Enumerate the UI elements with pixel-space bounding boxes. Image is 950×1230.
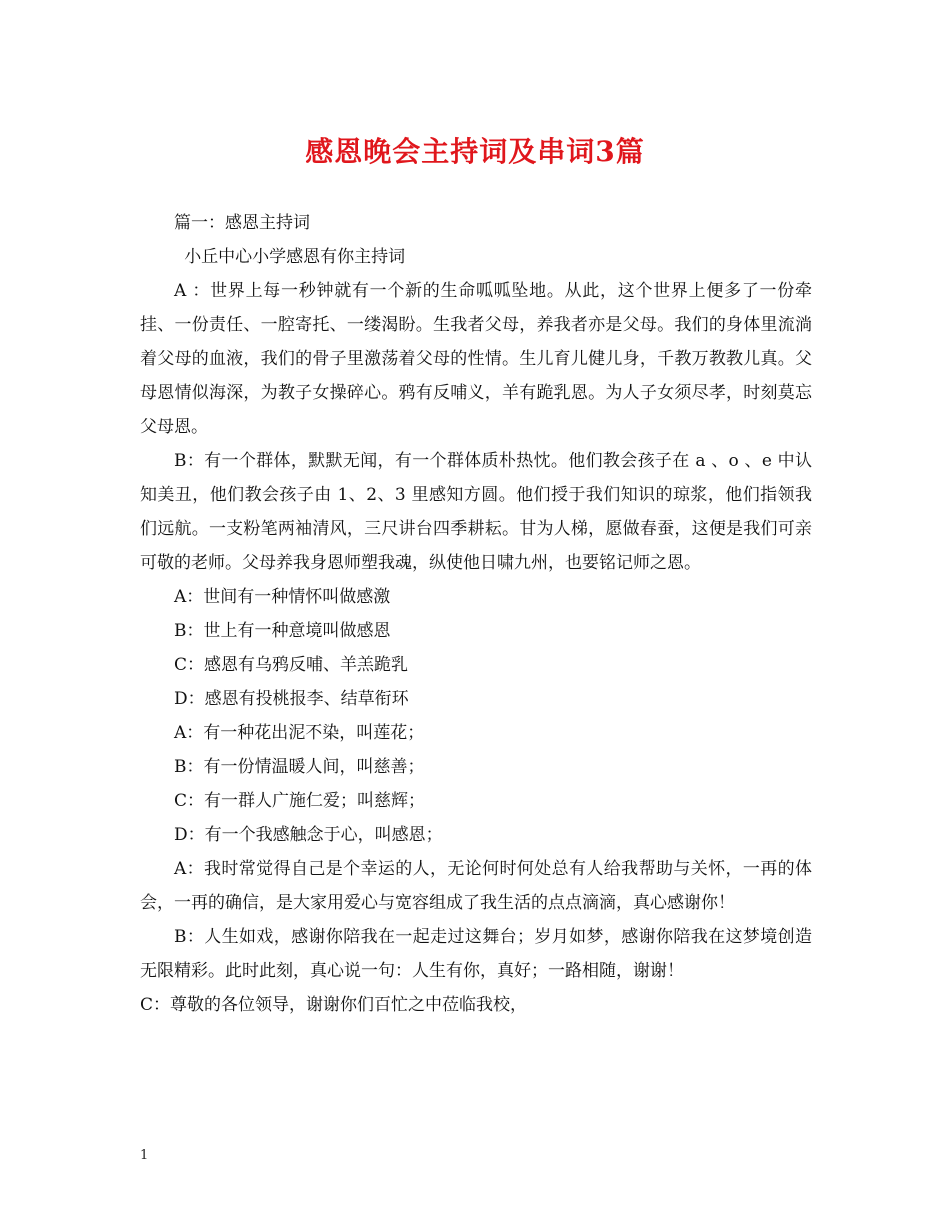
page-number: 1 xyxy=(140,1148,149,1163)
subtitle: 小丘中心小学感恩有你主持词 xyxy=(184,247,406,267)
paragraph: A：我时常觉得自己是个幸运的人，无论何时何处总有人给我帮助与关怀，一再的体会，一再的确信，是大家用爱心与宽容组成了我生活的点点滴滴，真心感谢你！ xyxy=(140,859,812,913)
paragraph: B：人生如戏，感谢你陪我在一起走过这舞台；岁月如梦，感谢你陪我在这梦境创造无限精彩。此时此刻，真心说一句：人生有你，真好；一路相随，谢谢！ xyxy=(140,927,812,981)
paragraph: C：感恩有乌鸦反哺、羊羔跪乳 xyxy=(174,655,409,675)
paragraph: B：世上有一种意境叫做感恩 xyxy=(174,621,391,641)
paragraph: D：有一个我感触念于心，叫感恩； xyxy=(174,825,443,845)
paragraph: C：尊敬的各位领导，谢谢你们百忙之中莅临我校， xyxy=(140,995,528,1015)
paragraph: A：有一种花出泥不染，叫莲花； xyxy=(174,723,425,743)
paragraph: A ：世界上每一秒钟就有一个新的生命呱呱坠地。从此，这个世界上便多了一份牵挂、一份责任、一腔寄托、一缕渴盼。生我者父母，养我者亦是父母。我们的身体里流淌着父母的血液，我们的骨子里激荡着父母的性情。生儿育儿健儿身，千教万教教儿真。父母恩情似海深，为教子女操碎心。鸦有反哺义，羊有跪乳恩。为人子女须尽孝，时刻莫忘父母恩。 xyxy=(140,281,812,437)
section-heading: 篇一：感恩主持词 xyxy=(174,213,310,233)
document-body xyxy=(140,206,812,1022)
paragraph: C：有一群人广施仁爱；叫慈辉； xyxy=(174,791,426,811)
paragraph: B：有一份情温暖人间，叫慈善； xyxy=(174,757,425,777)
paragraph: A：世间有一种情怀叫做感激 xyxy=(174,587,391,607)
paragraph: B：有一个群体，默默无闻，有一个群体质朴热忱。他们教会孩子在 a 、o 、e 中认知美丑，他们教会孩子由 1、2、3 里感知方圆。他们授于我们知识的琼浆，他们指领我们远航。一支粉笔两袖清风，三尺讲台四季耕耘。甘为人梯，愿做春蚕，这便是我们可亲可敬的老师。父母养我身恩师塑我魂，纵使他日啸九州，也要铭记师之恩。 xyxy=(140,451,812,573)
paragraph: D：感恩有投桃报李、结草衔环 xyxy=(174,689,409,709)
document-title: 感恩晚会主持词及串词3篇 xyxy=(305,135,645,168)
